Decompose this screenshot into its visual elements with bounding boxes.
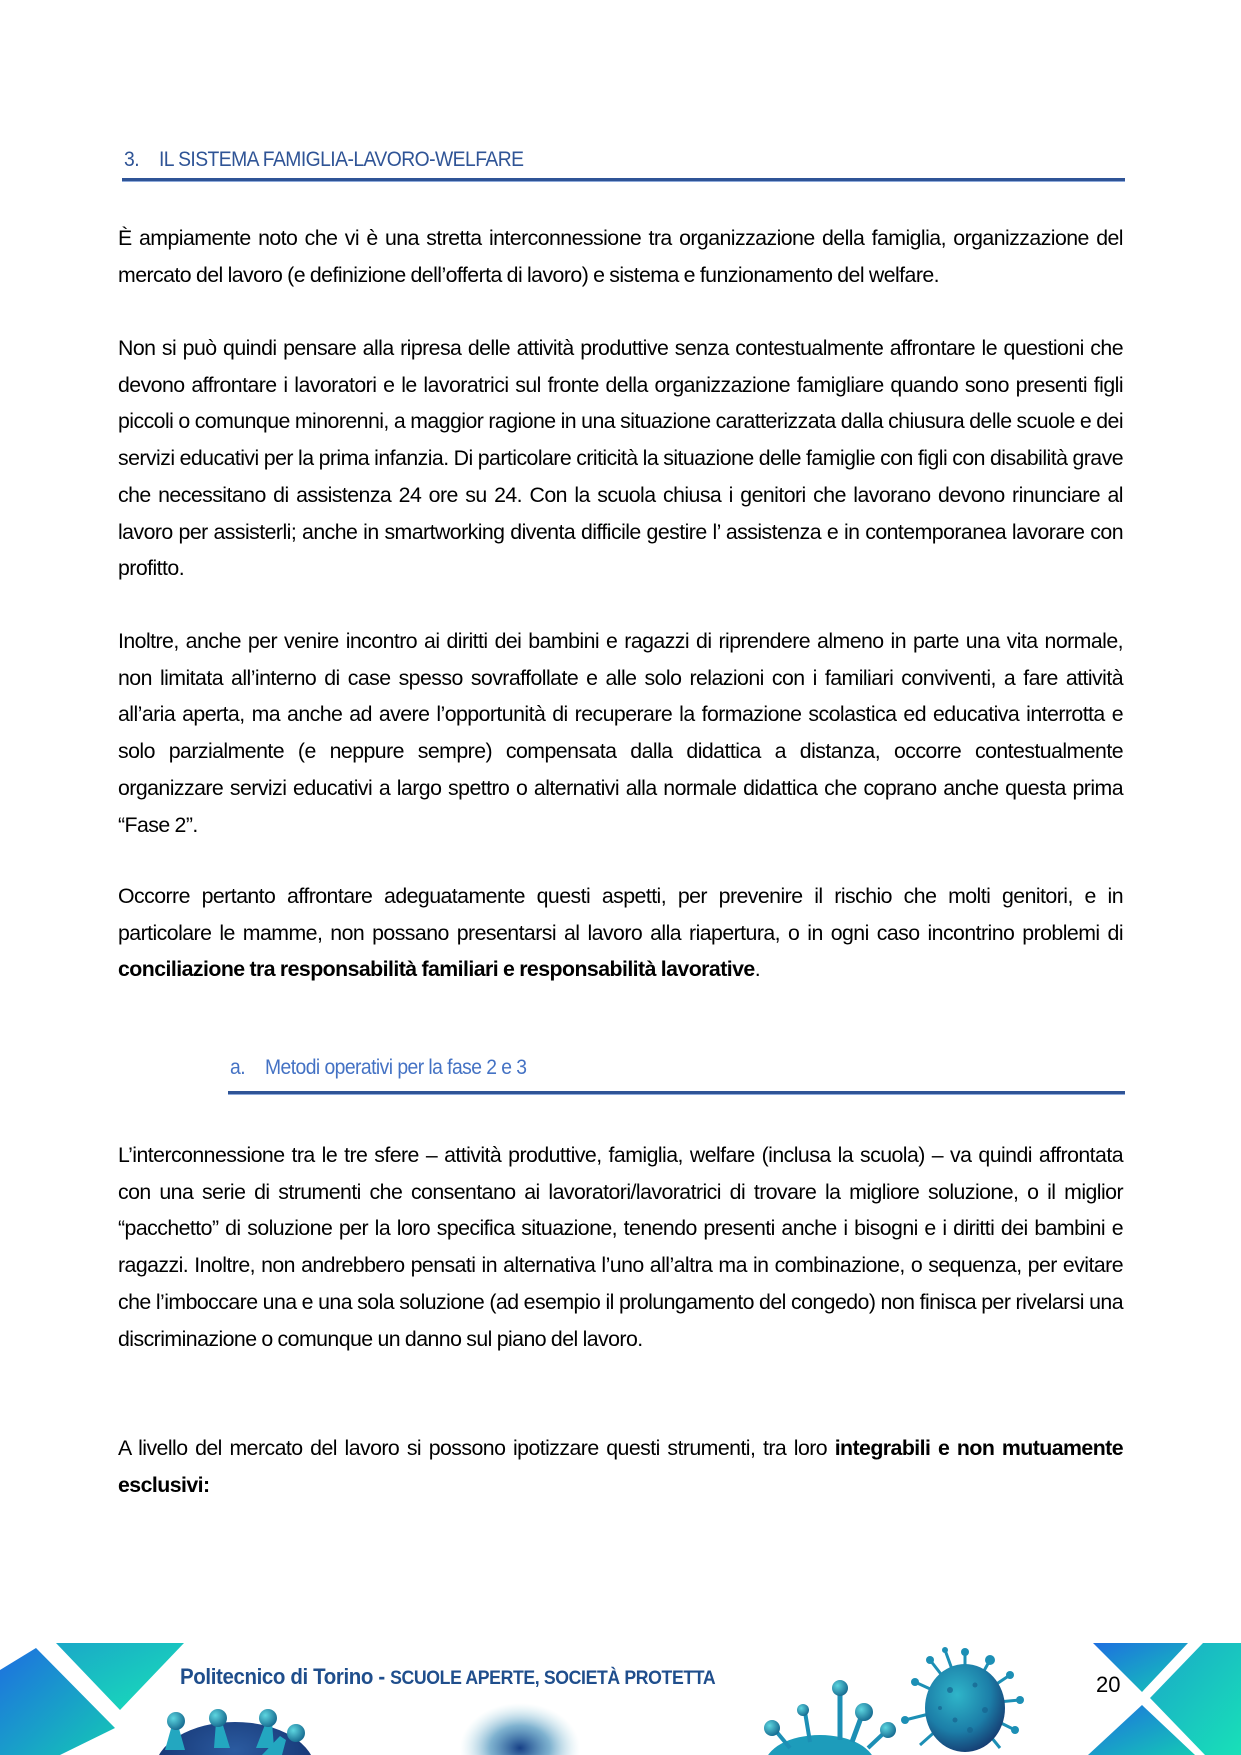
paragraph-6 [118, 1430, 1123, 1503]
subsection-heading-rule [228, 1091, 1125, 1094]
subsection-number: a. [230, 1056, 246, 1079]
paragraph-4 [118, 878, 1123, 988]
section-heading [124, 148, 523, 172]
paragraph-5: L’interconnessione tra le tre sfere – attività produttive, famiglia, welfare (inclusa la scuola) – va quindi affrontata con una serie di strumenti che consentano ai lavoratori/lavoratrici di trovare la migliore soluzione, o il miglior “pacchetto” di soluzione per la loro specifica situazione, tenendo presenti anche i bisogni e i diritti dei bambini e ragazzi. Inoltre, non andrebbero pensati in alternativa l’uno all’altra ma in combinazione, o sequenza, per evitare che l’imboccare una e una sola soluzione (ad esempio il prolungamento del congedo) non finisca per rivelarsi una discriminazione o comunque un danno sul piano del lavoro. [118, 1143, 1123, 1351]
footer-tagline: SCUOLE APERTE, SOCIETÀ PROTETTA [390, 1668, 716, 1689]
page-number: 20 [1096, 1672, 1121, 1697]
paragraph-4-end: . [754, 957, 761, 982]
paragraph-1: È ampiamente noto che vi è una stretta interconnessione tra organizzazione della famiglia, organizzazione del mercato del lavoro (e definizione dell’offerta di lavoro) e sistema e funzionamento del welfare. [118, 226, 1123, 287]
subsection-heading [230, 1056, 526, 1080]
paragraph-6-bold: integrabili e non mutuamente esclusivi: [118, 1436, 1123, 1497]
virus-middle-icon [764, 1680, 896, 1755]
footer-title [180, 1664, 715, 1690]
section-heading-rule [122, 178, 1125, 181]
paragraph-6-text: A livello del mercato del lavoro si possono ipotizzare questi strumenti, tra loro [118, 1436, 835, 1460]
section-title: IL SISTEMA FAMIGLIA-LAVORO-WELFARE [158, 148, 524, 171]
paragraph-2: Non si può quindi pensare alla ripresa delle attività produttive senza contestualmente affrontare le questioni che devono affrontare i lavoratori e le lavoratrici sul fronte della organizzazione famigliare quando sono presenti figli piccoli o comunque minorenni, a maggior ragione in una situazione caratterizzata dalla chiusura delle scuole e dei servizi educativi per la prima infanzia. Di particolare criticità la situazione delle famiglie con figli con disabilità grave che necessitano di assistenza 24 ore su 24. Con la scuola chiusa i genitori che lavorano devono rinunciare al lavoro per assisterli; anche in smartworking diventa difficile gestire l’ assistenza e in contemporanea lavorare con profitto. [118, 336, 1123, 581]
virus-right-icon [901, 1647, 1024, 1752]
paragraph-3: Inoltre, anche per venire incontro ai diritti dei bambini e ragazzi di riprendere almeno in parte una vita normale, non limitata all’interno di case spesso sovraffollate e alle solo relazioni con i familiari conviventi, a fare attività all’aria aperta, ma anche ad avere l’opportunità di recuperare la formazione scolastica ed educativa interrotta e solo parzialmente (e neppure sempre) compensata dalla didattica a distanza, occorre contestualmente organizzare servizi educativi a largo spettro o alternativi alla normale didattica che coprano anche questa prima “Fase 2”. [118, 629, 1123, 837]
virus-left-icon [155, 1709, 315, 1755]
footer-banner [0, 1630, 1241, 1755]
virus-blurred-icon [460, 1703, 580, 1755]
paragraph-4-text: Occorre pertanto affrontare adeguatamente questi aspetti, per prevenire il rischio che molti genitori, e in particolare le mamme, non possano presentarsi al lavoro alla riapertura, o in ogni caso incontrino problemi di [118, 884, 1123, 945]
footer-institution: Politecnico di Torino - [180, 1664, 391, 1689]
section-number: 3. [124, 148, 140, 171]
subsection-title: Metodi operativi per la fase 2 e 3 [264, 1056, 527, 1079]
footer-decoration-graphic [0, 1630, 1241, 1755]
paragraph-4-bold: conciliazione tra responsabilità familiari e responsabilità lavorative [118, 957, 755, 982]
